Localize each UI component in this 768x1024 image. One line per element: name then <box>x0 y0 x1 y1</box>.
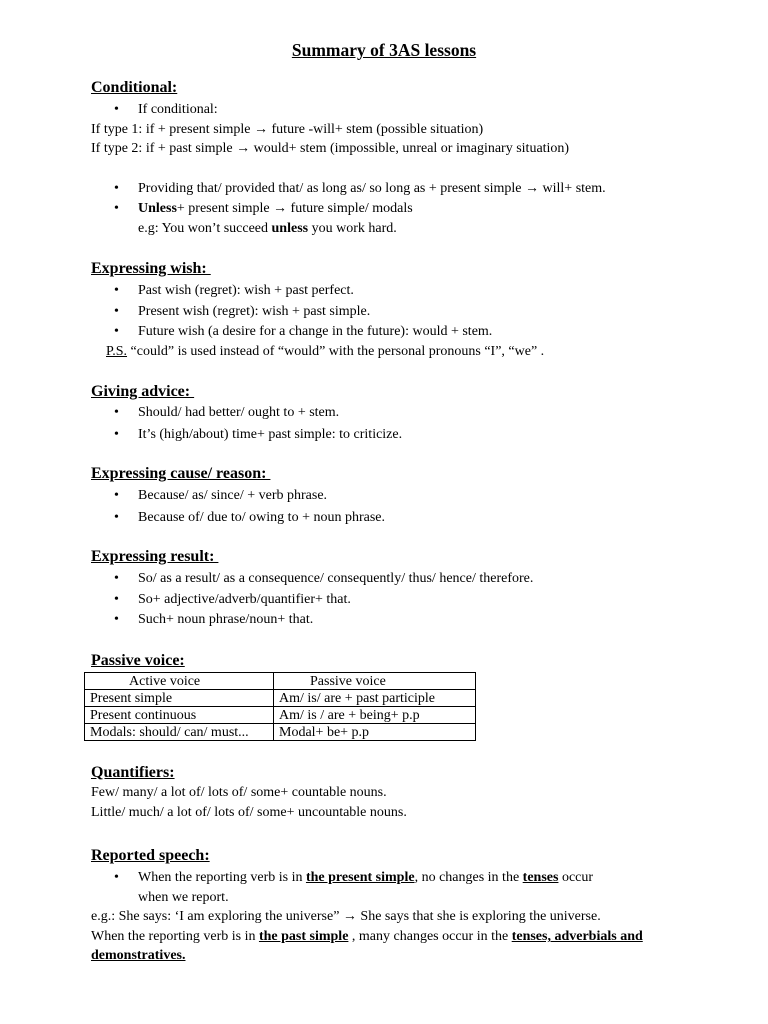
quantifiers-uncountable: Little/ much/ a lot of/ lots of/ some+ uncountable nouns. <box>91 805 407 820</box>
wish-ps-note: P.S. “could” is used instead of “would” with the personal pronouns “I”, “we” . <box>106 344 545 359</box>
heading-quantifiers: Quantifiers: <box>91 764 175 781</box>
table-row <box>85 707 476 724</box>
table-row <box>85 690 476 707</box>
table-cell: Modals: should/ can/ must... <box>85 724 274 741</box>
heading-reported-speech: Reported speech: <box>91 847 210 864</box>
document-page: Summary of 3AS lessons Conditional: If conditional: If type 1: if + present simple → future -will+ stem (possible situation) If type 2: if + past simple → would+ stem (impossible, unreal or imaginary situation) Providing that/ provided that/ as long as/ so long as + present simple → will+ stem. Unless+ present simple → future simple/ modals e.g: You won’t succeed unless you work hard. Expressing wish: Past wish (regret): wish + past perfect. Present wish (regret): wish + past simple. Future wish (a desire for a change in the future): would + stem. P.S. “could” is used instead of “would” with the personal pronouns “I”, “we” . Giving advice: Should/ had better/ ought to + stem. It’s (high/about) time+ past simple: to criticize. Expressing cause/ reason: Because/ as/ since/ + verb phrase. Because of/ due to/ owing to + noun phrase. Expressing result: So/ as a result/ as a consequence/ consequently/ thus/ hence/ therefore. So+ adjective/adverb/quantifier+ that. Such+ noun phrase/noun+ that. Passive voice: Active voice Passive voice Present simple Am/ is/ are + past participle Present continuous Am/ is / are + being+ p.p Modals: should/ can/ must... Modal+ be+ p.p Quantifiers: Few/ many/ a lot of/ lots of/ some+ countable nouns. Little/ much/ a lot of/ lots of/ some+ uncountable nouns. Reported speech: When the reporting verb is in the present simple, no changes in the tenses occur when we report. e.g.: She says: ‘I am exploring the universe” → She says that she is exploring the universe. When the reporting verb is in the past simple , many changes occur in the tenses, adverbials and demonstratives. <box>0 0 768 1024</box>
reported-past-line: When the reporting verb is in the past simple , many changes occur in the tenses, adverbials and <box>91 929 643 944</box>
conditional-type2: If type 2: if + past simple → would+ stem (impossible, unreal or imaginary situation) <box>91 141 570 156</box>
heading-result: Expressing result: <box>91 548 219 565</box>
table-cell: Am/ is / are + being+ p.p <box>274 707 476 724</box>
unless-example: e.g: You won’t succeed unless you work hard. <box>138 221 397 236</box>
table-cell: Present continuous <box>85 707 274 724</box>
passive-voice-table <box>84 672 476 741</box>
table-cell: Present simple <box>85 690 274 707</box>
quantifiers-countable: Few/ many/ a lot of/ lots of/ some+ countable nouns. <box>91 785 387 800</box>
reported-example: e.g.: She says: ‘I am exploring the universe” → She says that she is exploring the universe. <box>91 909 601 924</box>
heading-passive: Passive voice: <box>91 652 185 669</box>
table-row <box>85 724 476 741</box>
page-title: Summary of 3AS lessons <box>291 40 477 60</box>
table-header-row <box>85 673 476 690</box>
heading-wish: Expressing wish: <box>91 260 211 277</box>
table-header-cell: Active voice <box>85 673 274 690</box>
table-cell: Am/ is/ are + past participle <box>274 690 476 707</box>
heading-conditional: Conditional: <box>91 79 178 96</box>
conditional-type1: If type 1: if + present simple → future -will+ stem (possible situation) <box>91 122 484 137</box>
heading-cause: Expressing cause/ reason: <box>91 465 271 482</box>
table-header-cell: Passive voice <box>274 673 476 690</box>
reported-past-line-continued: demonstratives. <box>91 948 186 963</box>
heading-advice: Giving advice: <box>91 383 195 400</box>
reported-present-continuation: when we report. <box>138 890 229 905</box>
table-cell: Modal+ be+ p.p <box>274 724 476 741</box>
